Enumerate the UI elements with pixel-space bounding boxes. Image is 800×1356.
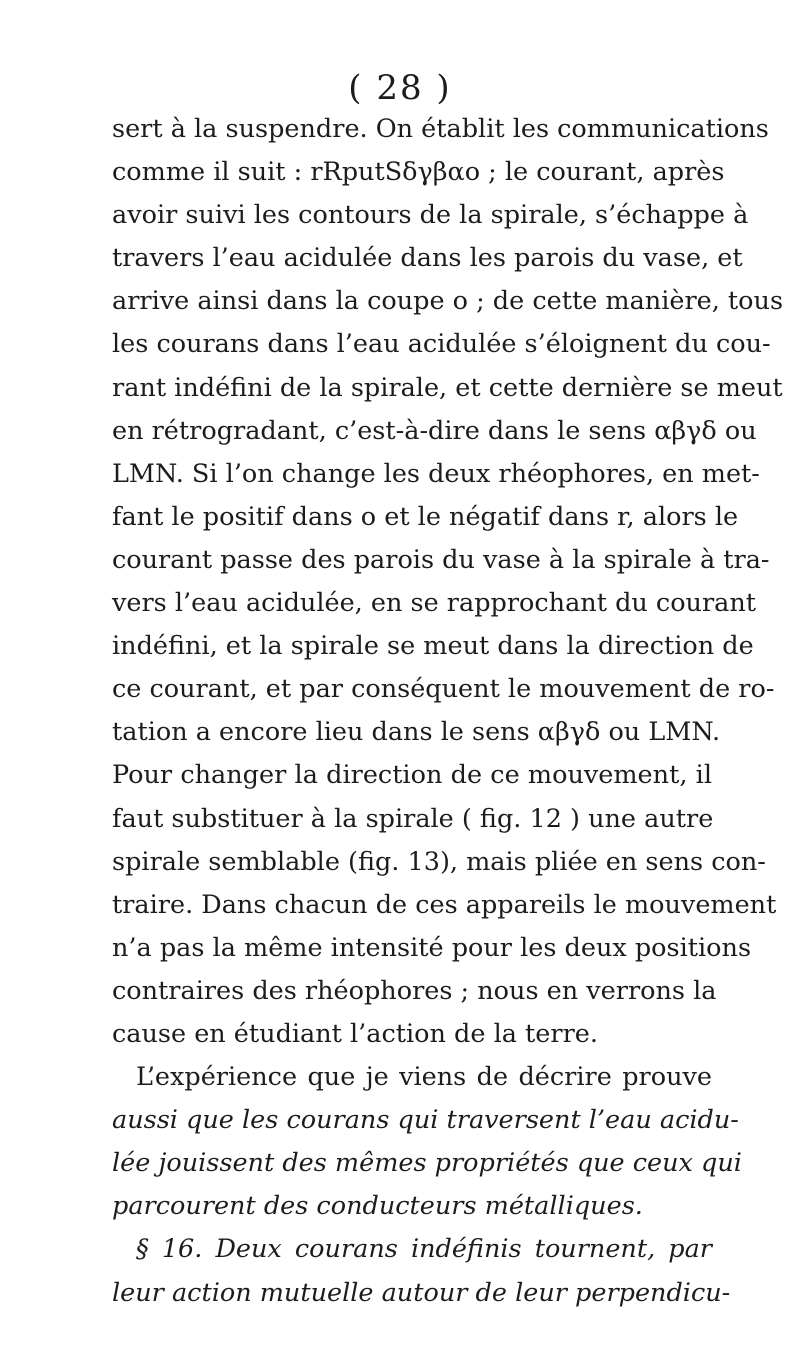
body-text <box>112 108 784 1315</box>
text-line: § 16. Deux courans indéfinis tournent, par <box>136 1234 712 1265</box>
text-line: avoir suivi les contours de la spirale, s’échappe à <box>112 200 749 231</box>
text-line: contraires des rhéophores ; nous en verrons la <box>112 975 717 1006</box>
text-line: comme il suit : rRputSδγβαο ; le courant, après <box>112 157 725 188</box>
text-line: arrive ainsi dans la coupe o ; de cette manière, tous <box>112 286 784 317</box>
text-line: sert à la suspendre. On établit les communications <box>112 114 769 144</box>
text-line: traire. Dans chacun de ces appareils le mouvement <box>112 889 777 920</box>
text-line: fant le positif dans o et le négatif dans r, alors le <box>112 501 739 532</box>
text-line: LMN. Si l’on change les deux rhéophores, en met- <box>112 458 760 489</box>
page-header: ( 28 ) <box>348 68 452 108</box>
text-line: spirale semblable (fig. 13), mais pliée en sens con- <box>112 846 766 877</box>
text-line: leur action mutuelle autour de leur perpendicu- <box>112 1277 731 1308</box>
text-line: vers l’eau acidulée, en se rapprochant du courant <box>112 588 757 619</box>
text-line: n’a pas la même intensité pour les deux positions <box>112 932 752 963</box>
text-line: Pour changer la direction de ce mouvement, il <box>112 760 712 791</box>
text-line: faut substituer à la spirale ( fig. 12 ) une autre <box>112 803 714 834</box>
text-line: parcourent des conducteurs métalliques. <box>112 1191 643 1222</box>
text-line: tation a encore lieu dans le sens αβγδ ou LMN. <box>112 717 721 748</box>
text-line: courant passe des parois du vase à la spirale à tra- <box>112 544 770 575</box>
text-line: lée jouissent des mêmes propriétés que ceux qui <box>112 1148 742 1179</box>
text-line: rant indéfini de la spirale, et cette dernière se meut <box>112 372 783 403</box>
text-line: en rétrogradant, c’est-à-dire dans le sens αβγδ ou <box>112 415 757 446</box>
text-line: L’expérience que je viens de décrire prouve <box>136 1062 712 1093</box>
text-line: cause en étudiant l’action de la terre. <box>112 1018 598 1049</box>
text-line: aussi que les courans qui traversent l’eau acidu- <box>112 1105 739 1136</box>
text-line: travers l’eau acidulée dans les parois du vase, et <box>112 243 743 274</box>
text-line: indéfini, et la spirale se meut dans la direction de <box>112 631 754 662</box>
text-line: ce courant, et par conséquent le mouvement de ro- <box>112 674 775 705</box>
text-line: les courans dans l’eau acidulée s’éloignent du cou- <box>112 329 771 360</box>
